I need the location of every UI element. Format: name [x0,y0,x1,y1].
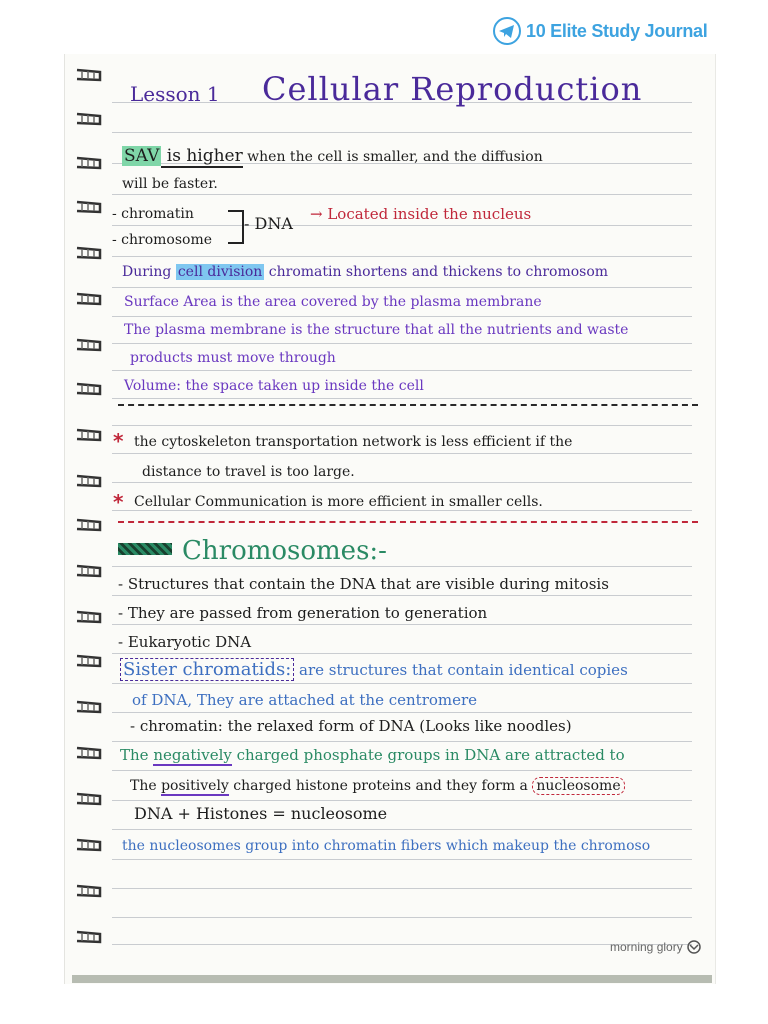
rule-line [112,712,692,713]
rule-line [112,343,692,344]
spiral-ring [76,518,102,532]
flower-icon [687,940,701,954]
sav-tail: when the cell is smaller, and the diffusion [242,149,543,165]
note-chromatin-relaxed: - chromatin: the relaxed form of DNA (Looks like noodles) [130,717,572,735]
rule-line [112,624,692,625]
bracket [228,210,244,244]
note-sister [120,660,628,680]
brand-logo [492,16,707,46]
spiral-ring [76,610,102,624]
rule-line [112,859,692,860]
rule-line [112,256,692,257]
rule-line [112,370,692,371]
spiral-ring [76,156,102,170]
rule-line [112,741,692,742]
spiral-ring [76,700,102,714]
note-plasma-2: products must move through [130,350,336,366]
telegram-icon [492,16,522,46]
note-sister-2: of DNA, They are attached at the centromere [132,691,478,709]
note-cyto-2: distance to travel is too large. [142,464,355,480]
lesson-label: Lesson 1 [130,82,220,106]
spiral-ring [76,884,102,898]
underline-positively: positively [161,778,229,794]
spiral-ring [76,792,102,806]
note-nucleosomes: the nucleosomes group into chromatin fibers which makeup the chromoso [122,838,651,854]
spiral-ring [76,838,102,852]
spiral-ring [76,654,102,668]
note-cellular: Cellular Communication is more efficient in smaller cells. [134,494,543,510]
spiral-ring [76,930,102,944]
rule-line [112,398,692,399]
sister-rest: are structures that contain identical copies [294,661,628,679]
rule-line [112,482,692,483]
footer-brand-text: morning glory [610,940,683,954]
note-chromatin: - chromatin [112,206,194,222]
dashed-divider-red [118,521,698,523]
rule-line [112,770,692,771]
pos-b: charged histone proteins and they form a [228,778,533,794]
pos-a: The [130,778,162,794]
spiral-ring [76,68,102,82]
rule-line [112,287,692,288]
spiral-ring [76,474,102,488]
rule-line [112,453,692,454]
rule-line [112,194,692,195]
note-eukaryotic: - Eukaryotic DNA [118,633,252,651]
note-line-sav [122,146,543,167]
rule-line [112,888,692,889]
dashed-divider [118,404,698,406]
highlight-cell-division: cell division [177,264,263,280]
spiral-ring [76,428,102,442]
note-negative [120,745,625,765]
note-chromosome: - chromosome [112,232,213,248]
rule-line [112,595,692,596]
spiral-ring [76,746,102,760]
rule-line [112,566,692,567]
note-structures: - Structures that contain the DNA that are visible during mitosis [118,575,609,593]
red-star: * [113,429,124,453]
note-cyto-1: the cytoskeleton transportation network is less efficient if the [134,434,573,450]
underline-negatively: negatively [153,746,232,764]
note-volume: Volume: the space taken up inside the cell [124,378,424,394]
boxed-sister-chromatids: Sister chromatids: [120,658,294,681]
rule-line [112,132,692,133]
rule-line [112,425,692,426]
rule-line [112,316,692,317]
rule-line [112,800,692,801]
spiral-ring [76,246,102,260]
spiral-ring [76,564,102,578]
rule-line [112,829,692,830]
rule-line [112,225,692,226]
note-line-sav-cont: will be faster. [122,176,218,192]
note-passed: - They are passed from generation to generation [118,604,488,622]
spiral-ring [76,338,102,352]
highlight-sav: SAV [124,146,160,166]
rule-line [112,917,692,918]
neg-a: The [120,746,154,764]
neg-b: charged phosphate groups in DNA are attracted to [231,746,625,764]
spiral-ring [76,200,102,214]
brand-name: 10 Elite Study Journal [526,20,708,41]
red-star: * [113,490,124,514]
rule-line [112,683,692,684]
footer-brand [610,940,701,954]
section-title-chromosomes: Chromosomes:- [182,536,387,566]
note-plasma-1: The plasma membrane is the structure that all the nutrients and waste [124,322,629,338]
note-during [122,262,608,282]
page-edge [72,975,712,983]
spiral-ring [76,292,102,306]
spiral-ring [76,382,102,396]
note-surface: Surface Area is the area covered by the plasma membrane [124,294,542,310]
note-equation: DNA + Histones = nucleosome [134,804,388,823]
rule-line [112,653,692,654]
boxed-nucleosome: nucleosome [532,777,624,795]
spiral-ring [76,112,102,126]
note-dna: - DNA [244,214,293,233]
rule-line [112,944,692,945]
note-positive [130,776,625,796]
during-b: chromatin shortens and thickens to chromosom [264,264,609,280]
note-located: → Located inside the nucleus [310,205,532,223]
during-a: During [122,264,176,280]
heading-marker [118,543,172,555]
page-title: Cellular Reproduction [262,70,643,108]
sav-rest: is higher [161,146,243,166]
